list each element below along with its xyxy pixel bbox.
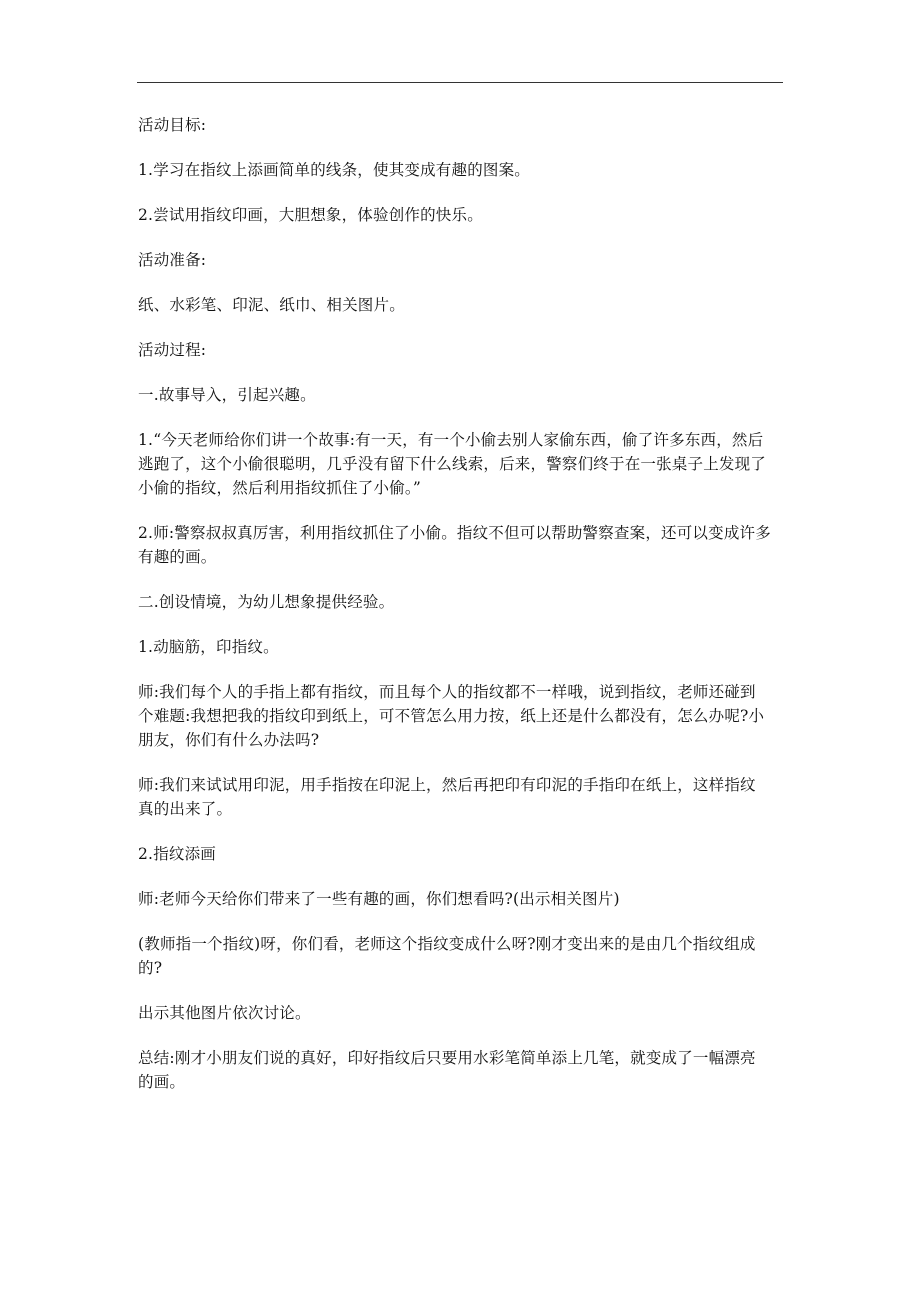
text-line: 纸、水彩笔、印泥、纸巾、相关图片。 (138, 296, 405, 314)
text-line: 的? (138, 959, 163, 977)
text-line: 1.“今天老师给你们讲一个故事:有一天，有一个小偷去别人家偷东西，偷了许多东西，然后 (138, 431, 764, 449)
paragraph (138, 590, 788, 614)
text-line: 1.动脑筋，印指纹。 (138, 638, 279, 656)
paragraph (138, 680, 788, 752)
text-line: 小偷的指纹，然后利用指纹抓住了小偷。” (138, 479, 421, 497)
text-line: 出示其他图片依次讨论。 (138, 1004, 311, 1022)
paragraph (138, 1046, 788, 1094)
paragraph (138, 887, 788, 911)
paragraph (138, 293, 788, 317)
text-line: (教师指一个指纹)呀，你们看，老师这个指纹变成什么呀?刚才变出来的是由几个指纹组成 (138, 935, 756, 953)
text-line: 活动过程: (138, 341, 207, 359)
document-body (138, 113, 788, 1115)
text-line: 的画。 (138, 1073, 186, 1091)
header-rule (137, 82, 783, 83)
paragraph (138, 428, 788, 500)
text-line: 活动准备: (138, 251, 207, 269)
text-line: 一.故事导入，引起兴趣。 (138, 386, 316, 404)
text-line: 师:我们每个人的手指上都有指纹，而且每个人的指纹都不一样哦，说到指纹，老师还碰到 (138, 683, 756, 701)
text-line: 2.尝试用指纹印画，大胆想象，体验创作的快乐。 (138, 206, 483, 224)
paragraph (138, 932, 788, 980)
text-line: 真的出来了。 (138, 800, 233, 818)
text-line: 师:我们来试试用印泥，用手指按在印泥上，然后再把印有印泥的手指印在纸上，这样指纹 (138, 776, 756, 794)
text-line: 总结:刚才小朋友们说的真好，印好指纹后只要用水彩笔简单添上几笔，就变成了一幅漂亮 (138, 1049, 756, 1067)
paragraph (138, 842, 788, 866)
text-line: 师:老师今天给你们带来了一些有趣的画，你们想看吗?(出示相关图片) (138, 890, 620, 908)
text-line: 个难题:我想把我的指纹印到纸上，可不管怎么用力按，纸上还是什么都没有，怎么办呢?小 (138, 707, 765, 725)
paragraph (138, 203, 788, 227)
text-line: 二.创设情境，为幼儿想象提供经验。 (138, 593, 395, 611)
paragraph (138, 521, 788, 569)
paragraph (138, 248, 788, 272)
text-line: 1.学习在指纹上添画简单的线条，使其变成有趣的图案。 (138, 161, 530, 179)
text-line: 2.师:警察叔叔真厉害，利用指纹抓住了小偷。指纹不但可以帮助警察查案，还可以变成许多 (138, 524, 771, 542)
paragraph (138, 1001, 788, 1025)
paragraph (138, 338, 788, 362)
paragraph (138, 113, 788, 137)
paragraph (138, 773, 788, 821)
paragraph (138, 158, 788, 182)
paragraph (138, 383, 788, 407)
text-line: 有趣的画。 (138, 548, 217, 566)
text-line: 活动目标: (138, 116, 207, 134)
text-line: 逃跑了，这个小偷很聪明，几乎没有留下什么线索，后来，警察们终于在一张桌子上发现了 (138, 455, 767, 473)
text-line: 2.指纹添画 (138, 845, 216, 863)
text-line: 朋友，你们有什么办法吗? (138, 731, 320, 749)
paragraph (138, 635, 788, 659)
